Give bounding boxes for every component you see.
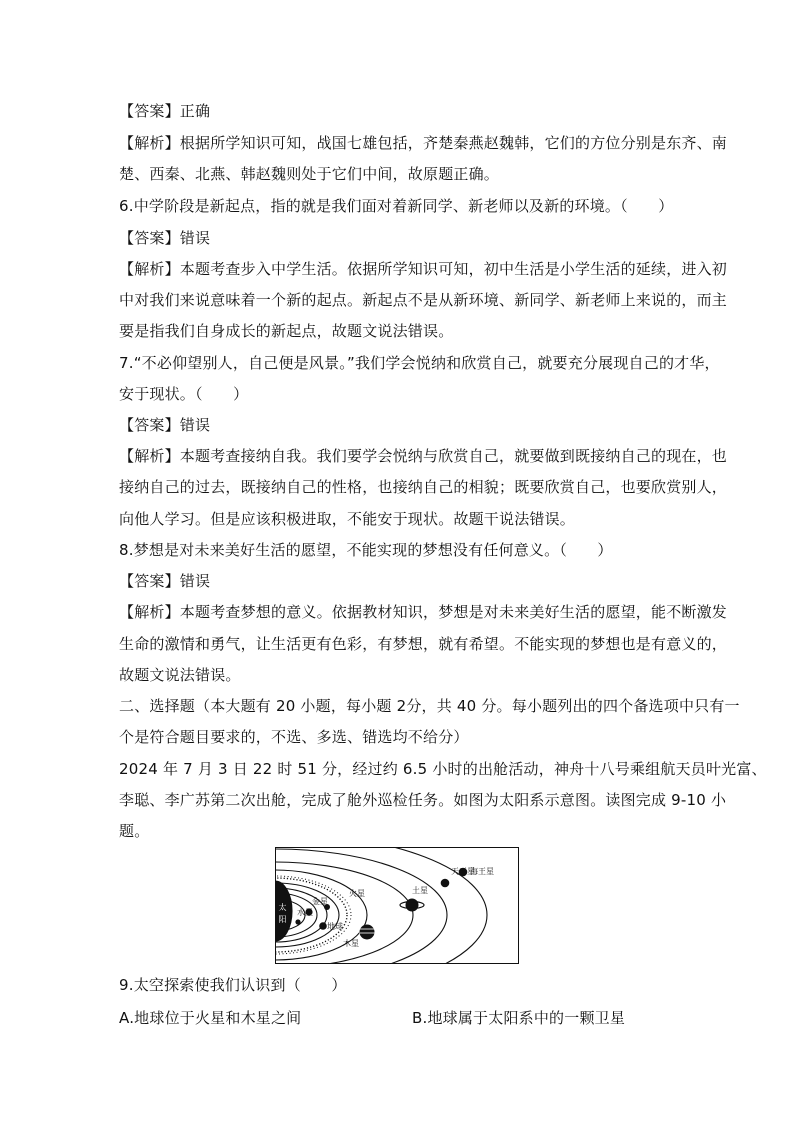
material-text: 题。 [119,822,150,840]
section-heading: 二、选择题（本大题有 20 小题，每小题 2分，共 40 分。每小题列出的四个备选项中只有一 [119,697,740,715]
material-text: 2024 年 7 月 3 日 22 时 51 分，经过约 6.5 小时的出舱活动，神舟十八号乘组航天员叶光富、 [119,760,767,778]
neptune-label: 海王星 [470,867,494,876]
analysis-line: 【解析】本题考查接纳自我。我们要学会悦纳与欣赏自己，就要做到既接纳自己的现在，也 [119,447,728,465]
question-9: 9.太空探索使我们认识到（ ） [119,976,347,994]
question-7-cont: 安于现状。（ ） [119,385,249,403]
earth-dot [319,922,327,930]
analysis-line: 楚、西秦、北燕、韩赵魏则处于它们中间，故原题正确。 [119,165,500,183]
jupiter-label: 木星 [343,939,359,948]
uranus-dot [441,879,450,888]
option-a: A.地球位于火星和木星之间 [119,1009,302,1027]
analysis-line: 【解析】本题考查梦想的意义。依据教材知识，梦想是对未来美好生活的愿望，能不断激发 [119,603,728,621]
analysis-line: 生命的激情和勇气，让生活更有色彩，有梦想，就有希望。不能实现的梦想也是有意义的， [119,635,728,653]
material-text: 李聪、李广苏第二次出舱，完成了舱外巡检任务。如图为太阳系示意图。读图完成 9-10 小 [119,791,727,809]
sun-label-1: 太 [278,903,287,912]
analysis-line: 故题文说法错误。 [119,666,241,684]
saturn-label: 土星 [412,886,428,895]
answer-line: 【答案】错误 [119,572,211,590]
answer-line: 【答案】错误 [119,229,211,247]
analysis-line: 要是指我们自身成长的新起点，故题文说法错误。 [119,322,454,340]
analysis-line: 【解析】根据所学知识可知，战国七雄包括，齐楚秦燕赵魏韩，它们的方位分别是东齐、南 [119,134,728,152]
question-7: 7.“不必仰望别人，自己便是风景。”我们学会悦纳和欣赏自己，就要充分展现自己的才华， [119,354,720,372]
venus-label: 金星 [312,897,328,906]
saturn-dot [406,899,419,912]
analysis-line: 接纳自己的过去，既接纳自己的性格，也接纳自己的相貌；既要欣赏自己，也要欣赏别人， [119,478,728,496]
analysis-line: 【解析】本题考查步入中学生活。依据所学知识可知，初中生活是小学生活的延续，进入初 [119,260,728,278]
analysis-line: 中对我们来说意味着一个新的起点。新起点不是从新环境、新同学、新老师上来说的，而主 [119,291,728,309]
answer-line: 【答案】正确 [119,102,211,120]
answer-line: 【答案】错误 [119,416,211,434]
option-b: B.地球属于太阳系中的一颗卫星 [412,1009,626,1027]
analysis-line: 向他人学习。但是应该积极进取，不能安于现状。故题干说法错误。 [119,510,576,528]
question-8: 8.梦想是对未来美好生活的愿望，不能实现的梦想没有任何意义。（ ） [119,541,613,559]
sun-label-2: 阳 [278,915,287,924]
uranus-label: 天王星 [451,867,475,876]
mercury-label: 水星 [297,908,313,917]
earth-label: 地球 [327,922,343,931]
jupiter-dot [360,925,375,940]
mercury-dot [295,919,300,924]
question-6: 6.中学阶段是新起点，指的就是我们面对着新同学、新老师以及新的环境。（ ） [119,197,674,215]
mars-label: 火星 [349,889,365,898]
solar-system-diagram [275,847,519,964]
section-heading-cont: 个是符合题目要求的，不选、多选、错选均不给分） [119,728,469,746]
